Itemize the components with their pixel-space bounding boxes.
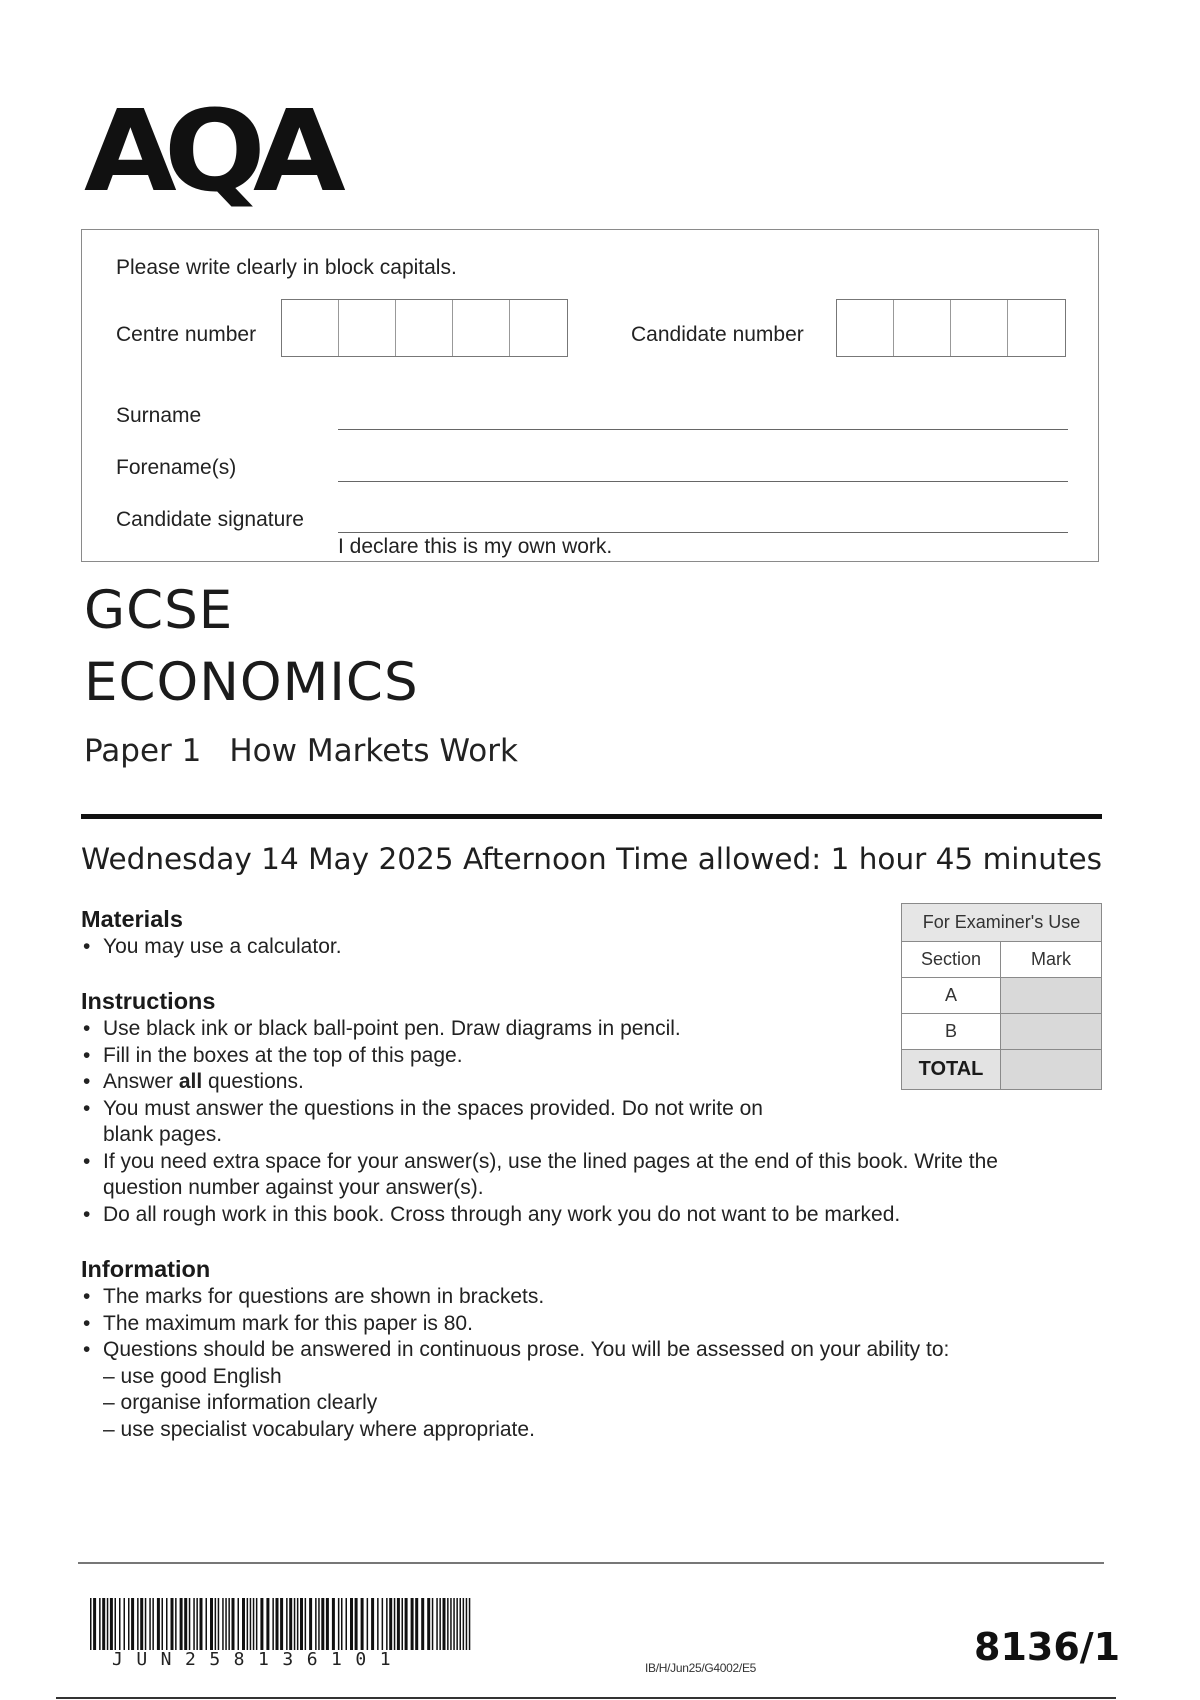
materials-heading: Materials bbox=[81, 906, 183, 932]
list-item: • Fill in the boxes at the top of this page. bbox=[81, 1043, 1111, 1070]
total-label: TOTAL bbox=[902, 1050, 1001, 1090]
list-item: • You may use a calculator. bbox=[81, 934, 841, 961]
paper-code: 8136/1 bbox=[974, 1625, 1121, 1669]
centre-number-digit-box[interactable] bbox=[282, 300, 339, 356]
paper-title bbox=[84, 733, 518, 769]
list-item: • Use black ink or black ball-point pen. Draw diagrams in pencil. bbox=[81, 1016, 1111, 1043]
title-divider bbox=[81, 814, 1102, 819]
paper-name: How Markets Work bbox=[229, 733, 518, 769]
exam-details bbox=[81, 842, 1102, 876]
total-mark-cell[interactable] bbox=[1001, 1050, 1102, 1090]
page-bottom-edge bbox=[56, 1697, 1116, 1699]
time-allowed: Time allowed: 1 hour 45 minutes bbox=[616, 842, 1102, 876]
qualification-title: GCSE bbox=[84, 580, 234, 641]
list-item: • Answer all questions. bbox=[81, 1069, 1111, 1096]
block-capitals-instruction: Please write clearly in block capitals. bbox=[116, 256, 457, 279]
list-item: • You must answer the questions in the spaces provided. Do not write on bbox=[81, 1096, 1111, 1123]
candidate-number-label: Candidate number bbox=[631, 323, 804, 346]
document-reference: IB/H/Jun25/G4002/E5 bbox=[645, 1661, 757, 1675]
mark-column-header: Mark bbox=[1001, 942, 1102, 978]
centre-number-digit-box[interactable] bbox=[396, 300, 453, 356]
barcode bbox=[90, 1598, 474, 1650]
list-item: • Do all rough work in this book. Cross through any work you do not want to be marked. bbox=[81, 1202, 1111, 1229]
centre-number-boxes[interactable] bbox=[281, 299, 568, 357]
exam-session: Afternoon bbox=[462, 842, 607, 876]
surname-field[interactable] bbox=[338, 429, 1068, 430]
examiners-use-table bbox=[901, 903, 1102, 1090]
information-list bbox=[81, 1284, 1111, 1443]
declaration-text: I declare this is my own work. bbox=[338, 535, 613, 558]
list-item: • The marks for questions are shown in brackets. bbox=[81, 1284, 1111, 1311]
centre-number-digit-box[interactable] bbox=[453, 300, 510, 356]
centre-number-label: Centre number bbox=[116, 323, 257, 346]
mark-cell[interactable] bbox=[1001, 1014, 1102, 1050]
list-item: • Questions should be answered in continuous prose. You will be assessed on your ability to: bbox=[81, 1337, 1111, 1364]
paper-number: Paper 1 bbox=[84, 733, 202, 769]
candidate-number-digit-box[interactable] bbox=[1008, 300, 1065, 356]
section-label: A bbox=[902, 978, 1001, 1014]
section-label: B bbox=[902, 1014, 1001, 1050]
list-item: • If you need extra space for your answer(s), use the lined pages at the end of this book. Write the bbox=[81, 1149, 1111, 1176]
signature-field[interactable] bbox=[338, 532, 1068, 533]
materials-list bbox=[81, 934, 841, 961]
candidate-number-digit-box[interactable] bbox=[837, 300, 894, 356]
list-item-sub: – use specialist vocabulary where appropriate. bbox=[103, 1417, 535, 1441]
information-heading: Information bbox=[81, 1256, 211, 1282]
aqa-logo: AQA bbox=[84, 87, 333, 217]
subject-title: ECONOMICS bbox=[84, 652, 419, 713]
list-item-sub: – use good English bbox=[103, 1364, 282, 1388]
list-item-continuation: blank pages. bbox=[103, 1123, 223, 1146]
forenames-label: Forename(s) bbox=[116, 456, 237, 479]
signature-label: Candidate signature bbox=[116, 508, 304, 531]
forenames-field[interactable] bbox=[338, 481, 1068, 482]
examiners-use-title: For Examiner's Use bbox=[902, 904, 1102, 942]
barcode-number: JUN258136101 bbox=[112, 1649, 405, 1670]
list-item: • The maximum mark for this paper is 80. bbox=[81, 1311, 1111, 1338]
centre-number-digit-box[interactable] bbox=[510, 300, 567, 356]
exam-date: Wednesday 14 May 2025 bbox=[81, 842, 454, 876]
list-item-continuation: question number against your answer(s). bbox=[103, 1176, 484, 1199]
emphasis-all: all bbox=[178, 1070, 203, 1093]
candidate-number-digit-box[interactable] bbox=[951, 300, 1008, 356]
section-column-header: Section bbox=[902, 942, 1001, 978]
mark-cell[interactable] bbox=[1001, 978, 1102, 1014]
surname-label: Surname bbox=[116, 404, 202, 427]
centre-number-digit-box[interactable] bbox=[339, 300, 396, 356]
candidate-number-digit-box[interactable] bbox=[894, 300, 951, 356]
candidate-number-boxes[interactable] bbox=[836, 299, 1066, 357]
instructions-heading: Instructions bbox=[81, 988, 216, 1014]
footer-divider bbox=[78, 1562, 1104, 1564]
list-item-sub: – organise information clearly bbox=[103, 1391, 378, 1414]
